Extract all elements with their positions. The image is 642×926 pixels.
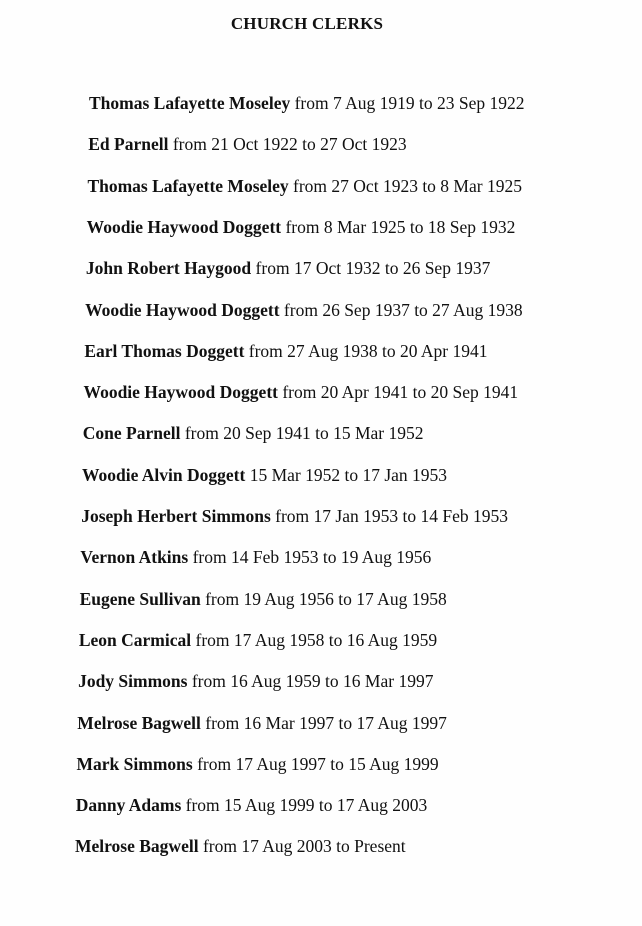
clerk-name: Woodie Haywood Doggett — [85, 299, 280, 320]
clerk-name: Woodie Haywood Doggett — [86, 216, 282, 237]
clerk-period: from 17 Aug 1997 to 15 Aug 1999 — [197, 753, 439, 774]
clerk-name: Melrose Bagwell — [77, 712, 201, 733]
clerk-period: from 17 Aug 1958 to 16 Aug 1959 — [195, 629, 438, 650]
clerk-name: Ed Parnell — [88, 134, 169, 155]
clerk-name: Vernon Atkins — [80, 547, 189, 568]
clerk-period: from 20 Sep 1941 to 15 Mar 1952 — [184, 423, 424, 444]
clerk-period: from 19 Aug 1956 to 17 Aug 1958 — [205, 588, 447, 609]
page-title: CHURCH CLERKS — [230, 14, 384, 33]
clerk-period: from 17 Aug 2003 to Present — [202, 836, 406, 857]
clerk-entry — [80, 589, 447, 610]
clerk-entry — [81, 506, 508, 527]
clerk-period: from 21 Oct 1922 to 27 Oct 1923 — [172, 134, 407, 155]
clerk-entry — [77, 754, 439, 775]
clerk-period: from 17 Oct 1932 to 26 Sep 1937 — [255, 258, 491, 279]
clerk-entry — [88, 134, 406, 155]
clerk-name: Woodie Alvin Doggett — [81, 464, 246, 485]
clerk-name: Joseph Herbert Simmons — [81, 506, 271, 526]
clerk-entry — [87, 176, 522, 197]
clerk-entry — [89, 93, 525, 114]
clerk-name: Eugene Sullivan — [79, 588, 201, 609]
clerk-entry — [78, 671, 433, 692]
clerk-period: from 8 Mar 1925 to 18 Sep 1932 — [285, 216, 516, 237]
clerk-name: Jody Simmons — [78, 671, 188, 692]
clerk-entry — [84, 382, 519, 403]
clerk-period: from 20 Apr 1941 to 20 Sep 1941 — [282, 382, 519, 403]
clerk-entry — [86, 258, 490, 279]
clerk-period: from 14 Feb 1953 to 19 Aug 1956 — [192, 547, 432, 568]
clerk-period: from 7 Aug 1919 to 23 Sep 1922 — [294, 93, 525, 113]
clerk-entry — [83, 423, 424, 444]
clerk-period: 15 Mar 1952 to 17 Jan 1953 — [249, 464, 448, 485]
clerk-entry — [85, 300, 523, 321]
clerk-name: Mark Simmons — [76, 753, 193, 774]
clerk-entry — [77, 713, 447, 734]
clerk-entry — [79, 630, 437, 651]
clerk-entry — [75, 836, 406, 857]
clerk-name: Danny Adams — [75, 795, 182, 816]
clerk-period: from 16 Mar 1997 to 17 Aug 1997 — [205, 712, 447, 733]
clerk-entry — [87, 217, 516, 238]
clerk-name: Melrose Bagwell — [74, 836, 199, 857]
clerk-period: from 16 Aug 1959 to 16 Mar 1997 — [191, 671, 434, 692]
clerk-name: Woodie Haywood Doggett — [83, 382, 278, 403]
clerk-name: John Robert Haygood — [85, 258, 252, 279]
clerk-name: Thomas Lafayette Moseley — [89, 93, 291, 113]
clerk-name: Leon Carmical — [78, 629, 192, 650]
clerk-entry — [76, 795, 428, 816]
clerk-period: from 17 Jan 1953 to 14 Feb 1953 — [275, 506, 508, 526]
clerk-entry — [82, 465, 447, 486]
clerk-period: from 27 Aug 1938 to 20 Apr 1941 — [248, 340, 488, 361]
clerk-entry — [80, 547, 431, 568]
clerk-name: Cone Parnell — [82, 423, 181, 444]
clerk-entry — [84, 341, 487, 362]
clerk-name: Earl Thomas Doggett — [84, 340, 245, 361]
clerk-period: from 27 Oct 1923 to 8 Mar 1925 — [293, 175, 522, 196]
clerk-period: from 26 Sep 1937 to 27 Aug 1938 — [283, 299, 523, 320]
clerk-period: from 15 Aug 1999 to 17 Aug 2003 — [185, 795, 428, 816]
clerk-name: Thomas Lafayette Moseley — [87, 175, 289, 196]
